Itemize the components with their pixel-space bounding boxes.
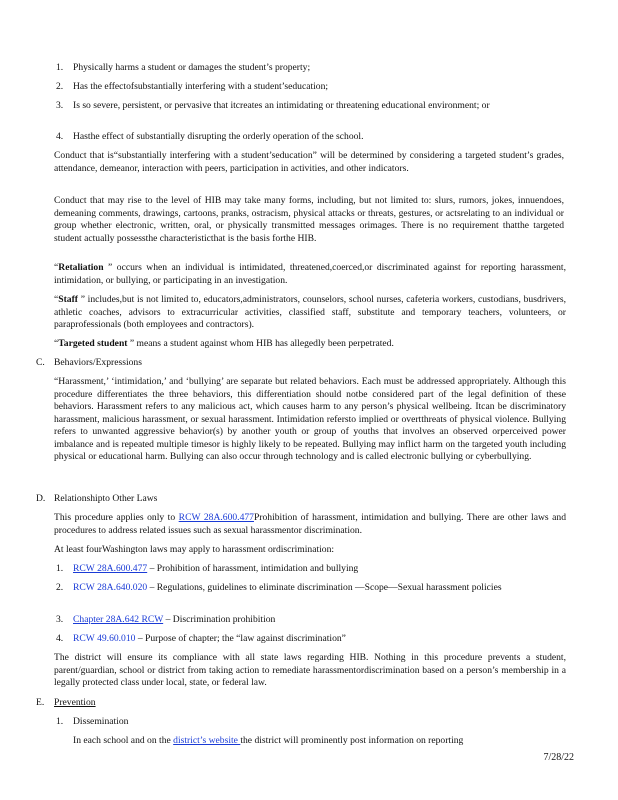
retaliation-definition: “Retaliation ” occurs when an individual is intimidated, threatened,coerced,or discriminated against for reporting harassment, intimidation, or bullying, or participating in an investigation.: [54, 262, 566, 286]
section-c-letter: C.: [36, 357, 45, 368]
dissemination-heading: Dissemination: [73, 716, 129, 727]
chapter-28a-642-rcw-link[interactable]: Chapter 28A.642 RCW: [73, 614, 164, 625]
list-item: Hasthe effect of substantially disrupting the orderly operation of the school.: [73, 131, 364, 142]
targeted-student-term: Targeted student: [58, 338, 128, 349]
law-item: RCW 49.60.010 – Purpose of chapter; the “law against discrimination”: [73, 633, 346, 644]
conduct-paragraph-1: Conduct that is“substantially interfering with a student’seducation” will be determined by considering a targeted student’s grades, attendance, demeanor, interaction with peers, participation in activities, and other indicators.: [54, 150, 564, 174]
list-number: 2.: [56, 582, 64, 593]
law-item: RCW 28A.640.020 – Regulations, guidelines to eliminate discrimination —Scope—Sexual harassment policies: [73, 582, 502, 593]
list-number: 4.: [56, 633, 64, 644]
section-d-paragraph-2: At least fourWashington laws may apply to harassment ordiscrimination:: [54, 544, 335, 555]
list-number: 4.: [56, 131, 64, 142]
staff-definition: “Staff ” includes,but is not limited to, educators,administrators, counselors, school nurses, cafeteria workers, custodians, busdrivers, athletic coaches, advisors to extracurricular activities, classified staff, substitute and temporary teachers, volunteers, or paraprofessionals (both employees and contractors).: [54, 294, 566, 330]
dissemination-paragraph: In each school and on the district’s website the district will prominently post information on reporting: [73, 735, 464, 746]
section-d-heading: Relationshipto Other Laws: [54, 493, 158, 504]
rcw-28a-640-020-link[interactable]: RCW 28A.640.020: [73, 582, 148, 593]
targeted-student-definition: “Targeted student ” means a student against whom HIB has allegedly been perpetrated.: [54, 338, 394, 349]
list-number: 1.: [56, 716, 64, 727]
law-item: Chapter 28A.642 RCW – Discrimination prohibition: [73, 614, 276, 625]
list-item: Is so severe, persistent, or pervasive that itcreates an intimidating or threatening educational environment; or: [73, 100, 490, 111]
list-number: 3.: [56, 614, 64, 625]
conduct-paragraph-2: Conduct that may rise to the level of HIB may take many forms, including, but not limited to: slurs, rumors, jokes, innuendoes, demeaning comments, drawings, cartoons, pranks, ostracism, physical attacks or threats, gestures, or actsrelating to an individual or group whether electronic, written, oral, or physically transmitted messages orimages. There is no requirement thatthe targeted student actually possessthe characteristicthat is the basis forthe HIB.: [54, 195, 564, 244]
list-item: Physically harms a student or damages the student’s property;: [73, 62, 311, 73]
footer-date: 7/28/22: [543, 752, 574, 763]
rcw-28a-600-477-link[interactable]: RCW 28A.600.477: [178, 512, 254, 523]
section-c-body: “Harassment,’ ‘intimidation,’ and ‘bullying’ are separate but related behaviors. Each must be addressed appropriately. Although this procedure differentiates the three behaviors, this differentiation should notbe considered part of the legal definition of these behaviors. Harassment refers to any malicious act, which causes harm to any person’s physical wellbeing. Itcan be discriminatory harassment, malicious harassment, or sexual harassment. Intimidation refersto implied or overtthreats of physical violence. Bullying refers to unwanted aggressive behavior(s) by another youth or group of youths that involves an observed orperceived power imbalance and is repeated multiple timesor is highly likely to be repeated. Bullying may inflict harm on the targeted youth including physical or educational harm. Bullying can also occur through technology and is called electronic bullying or cyberbullying.: [54, 376, 566, 462]
list-number: 2.: [56, 81, 64, 92]
section-c-heading: Behaviors/Expressions: [54, 357, 142, 368]
list-item: Has the effectofsubstantially interfering with a student’seducation;: [73, 81, 329, 92]
list-number: 1.: [56, 563, 64, 574]
law-item: RCW 28A.600.477 – Prohibition of harassment, intimidation and bullying: [73, 563, 359, 574]
section-e-heading: Prevention: [54, 697, 96, 708]
section-d-paragraph-3: The district will ensure its compliance with all state laws regarding HIB. Nothing in this procedure prevents a student, parent/guardian, school or district from taking action to remediate harassmentordiscrimination based on a person’s membership in a legally protected class under local, state, or federal law.: [54, 652, 566, 688]
staff-term: Staff: [58, 294, 78, 305]
retaliation-term: Retaliation: [58, 262, 104, 273]
district-website-link[interactable]: district’s website: [173, 735, 241, 746]
section-d-paragraph-1: This procedure applies only to RCW 28A.600.477Prohibition of harassment, intimidation and bullying. There are other laws and procedures to address related issues such as sexual harassmentor discrimination.: [54, 512, 566, 536]
section-e-letter: E.: [36, 697, 45, 708]
list-number: 3.: [56, 100, 64, 111]
rcw-49-60-010-link[interactable]: RCW 49.60.010: [73, 633, 136, 644]
section-d-letter: D.: [36, 493, 46, 504]
list-number: 1.: [56, 62, 64, 73]
rcw-28a-600-477-law-link[interactable]: RCW 28A.600.477: [73, 563, 148, 574]
